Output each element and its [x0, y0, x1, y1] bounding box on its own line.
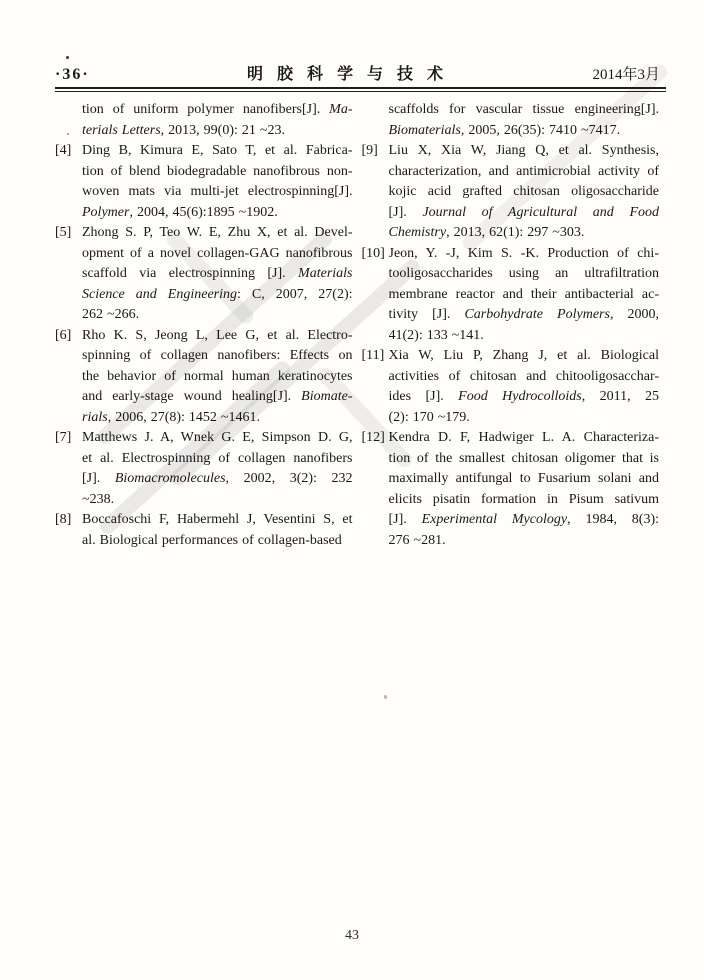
- reference-text-segment: membrane reactor and their antibacterial ac-: [388, 286, 659, 302]
- references-left-column: [55, 100, 353, 551]
- reference-line: [82, 141, 353, 162]
- reference-line: [82, 326, 353, 347]
- reference-text-segment: Rho K. S, Jeong L, Lee G, et al. Electro-: [82, 327, 353, 343]
- reference-text-segment: Kendra D. F, Hadwiger L. A. Characteriza-: [388, 430, 659, 445]
- reference-line: [389, 449, 660, 470]
- reference-line: [389, 387, 660, 408]
- reference-entry: [55, 326, 353, 429]
- reference-line: [82, 285, 353, 306]
- reference-text-segment: kojic acid grafted chitosan oligosaccharide: [388, 184, 659, 199]
- reference-text-segment: Biomacromolecules: [114, 471, 226, 486]
- reference-line: [82, 264, 353, 285]
- reference-text-segment: and early-stage wound healing[J].: [82, 389, 302, 404]
- reference-entry: [362, 100, 660, 141]
- reference-line: [82, 510, 353, 531]
- reference-line: [82, 346, 353, 367]
- reference-text-segment: Polymer: [82, 204, 130, 220]
- reference-text-segment: , 2000,: [609, 307, 659, 322]
- reference-text-segment: Materials: [298, 266, 353, 281]
- reference-line: [389, 408, 660, 429]
- reference-text-segment: [J].: [82, 471, 115, 486]
- reference-text-segment: al. Biological performances of collagen-based: [82, 532, 342, 548]
- reference-text-segment: , 2006, 27(8): 1452 ~1461.: [107, 409, 260, 425]
- reference-entry: [55, 510, 353, 551]
- reference-text-segment: , 1984, 8(3):: [567, 512, 659, 527]
- reference-text-segment: maximally antifungal to Fusarium solani and: [388, 471, 659, 486]
- reference-number: [11]: [361, 348, 385, 363]
- reference-text-segment: Matthews J. A, Wnek G. E, Simpson D. G,: [82, 430, 353, 445]
- page-footer: [0, 928, 704, 944]
- reference-entry: [55, 100, 353, 141]
- reference-text-segment: Ding B, Kimura E, Sato T, et al. Fabrica-: [82, 143, 353, 158]
- reference-line: [82, 531, 353, 552]
- reference-line: [82, 203, 353, 224]
- journal-title: 明 胶 科 学 与 技 术: [246, 66, 448, 83]
- reference-line: [82, 244, 353, 265]
- reference-entry: [362, 428, 660, 551]
- reference-text-segment: 262 ~266.: [82, 307, 140, 322]
- reference-text-segment: , 2011, 25: [581, 389, 659, 404]
- reference-text-segment: Science and Engineering: [82, 286, 237, 302]
- reference-line: [389, 531, 660, 552]
- reference-line: [389, 510, 660, 531]
- reference-text-segment: woven mats via multi-jet electrospinning[J].: [82, 184, 353, 199]
- reference-line: [82, 408, 353, 429]
- reference-line: [389, 326, 660, 347]
- reference-line: [82, 305, 353, 326]
- reference-line: [389, 141, 660, 162]
- reference-text-segment: , 2013, 99(0): 21 ~23.: [160, 122, 285, 138]
- reference-text-segment: ~238.: [82, 491, 115, 507]
- reference-line: [389, 305, 660, 326]
- ink-speck: [66, 56, 69, 59]
- reference-line: [389, 264, 660, 285]
- reference-entry: [362, 346, 660, 428]
- footer-page-number: 43: [345, 928, 359, 943]
- reference-line: [389, 285, 660, 306]
- reference-entry: [55, 428, 353, 510]
- reference-line: [389, 367, 660, 388]
- reference-number: [6]: [55, 327, 72, 343]
- reference-number: [10]: [361, 245, 385, 261]
- reference-line: [389, 346, 660, 367]
- reference-line: [389, 203, 660, 224]
- reference-line: [389, 121, 660, 142]
- reference-text-segment: : C, 2007, 27(2):: [237, 286, 353, 302]
- reference-text-segment: ides [J].: [388, 389, 459, 404]
- reference-text-segment: , 2004, 45(6):1895 ~1902.: [129, 204, 278, 220]
- reference-text-segment: characterization, and antimicrobial activity of: [388, 163, 659, 179]
- reference-line: [82, 100, 353, 121]
- reference-text-segment: 276 ~281.: [388, 532, 446, 548]
- reference-text-segment: Jeon, Y. -J, Kim S. -K. Production of chi-: [388, 245, 659, 261]
- reference-text-segment: 41(2): 133 ~141.: [388, 327, 484, 343]
- reference-text-segment: terials Letters: [82, 122, 161, 138]
- reference-line: [82, 367, 353, 388]
- reference-text-segment: (2): 170 ~179.: [388, 409, 470, 425]
- reference-text-segment: Chemistry: [388, 225, 447, 240]
- reference-line: [389, 162, 660, 183]
- reference-number: [12]: [361, 430, 385, 445]
- reference-text-segment: tion of the smallest chitosan oligomer that is: [388, 450, 659, 466]
- reference-text-segment: , 2013, 62(1): 297 ~303.: [446, 225, 585, 240]
- reference-line: [389, 244, 660, 265]
- reference-text-segment: Zhong S. P, Teo W. E, Zhu X, et al. Devel-: [82, 225, 353, 240]
- reference-line: [389, 100, 660, 121]
- reference-text-segment: opment of a novel collagen-GAG nanofibrous: [82, 245, 353, 261]
- reference-line: [82, 182, 353, 203]
- header-page-number: ·36·: [55, 66, 90, 83]
- reference-text-segment: Journal of Agricultural and Food: [422, 204, 659, 220]
- reference-text-segment: elicits pisatin formation in Pisum sativum: [388, 491, 659, 507]
- reference-line: [389, 469, 660, 490]
- reference-text-segment: spinning of collagen nanofibers: Effects on: [82, 348, 353, 363]
- reference-line: [389, 223, 660, 244]
- reference-entry: [55, 223, 353, 326]
- issue-date: 2014年3月: [592, 67, 660, 83]
- reference-text-segment: , 2002, 3(2): 232: [225, 471, 353, 486]
- ink-speck: [67, 133, 69, 135]
- reference-number: [9]: [361, 143, 378, 158]
- reference-text-segment: Ma-: [329, 102, 353, 117]
- reference-text-segment: tion of blend biodegradable nanofibrous non-: [82, 163, 353, 179]
- reference-line: [82, 490, 353, 511]
- reference-line: [82, 449, 353, 470]
- reference-text-segment: [J].: [388, 204, 423, 220]
- references-section: [55, 100, 659, 551]
- reference-text-segment: scaffold via electrospinning [J].: [82, 266, 299, 281]
- reference-text-segment: [J].: [388, 512, 422, 527]
- reference-line: [82, 162, 353, 183]
- reference-number: [8]: [55, 512, 72, 527]
- reference-text-segment: rials: [82, 409, 108, 425]
- reference-text-segment: Biomate-: [301, 389, 353, 404]
- reference-line: [82, 469, 353, 490]
- reference-line: [82, 121, 353, 142]
- reference-line: [389, 428, 660, 449]
- reference-text-segment: Xia W, Liu P, Zhang J, et al. Biological: [388, 348, 659, 363]
- reference-text-segment: Biomaterials: [388, 122, 461, 138]
- reference-text-segment: activities of chitosan and chitooligosacchar-: [388, 368, 659, 384]
- reference-text-segment: et al. Electrospinning of collagen nanofibers: [82, 450, 353, 466]
- reference-entry: [362, 141, 660, 244]
- references-right-column: [362, 100, 660, 551]
- reference-line: [82, 223, 353, 244]
- reference-text-segment: tivity [J].: [388, 307, 465, 322]
- reference-entry: [55, 141, 353, 223]
- reference-line: [82, 387, 353, 408]
- reference-text-segment: the behavior of normal human keratinocytes: [82, 368, 353, 384]
- page-header: [55, 61, 660, 84]
- reference-line: [82, 428, 353, 449]
- reference-text-segment: Experimental Mycology: [421, 512, 568, 527]
- reference-text-segment: tion of uniform polymer nanofibers[J].: [82, 102, 330, 117]
- reference-text-segment: , 2005, 26(35): 7410 ~7417.: [460, 122, 621, 138]
- reference-text-segment: tooligosaccharides using an ultrafiltration: [388, 266, 659, 281]
- reference-entry: [362, 244, 660, 347]
- reference-number: [5]: [55, 225, 72, 240]
- reference-text-segment: Food Hydrocolloids: [458, 389, 582, 404]
- reference-line: [389, 490, 660, 511]
- header-rule: [55, 87, 666, 92]
- reference-text-segment: Carbohydrate Polymers: [464, 307, 610, 322]
- reference-text-segment: scaffolds for vascular tissue engineering[J].: [388, 102, 659, 117]
- reference-text-segment: Liu X, Xia W, Jiang Q, et al. Synthesis,: [388, 143, 659, 158]
- reference-text-segment: Boccafoschi F, Habermehl J, Vesentini S, et: [82, 512, 353, 527]
- reference-number: [4]: [55, 143, 72, 158]
- ink-speck: [384, 695, 387, 699]
- reference-line: [389, 182, 660, 203]
- reference-number: [7]: [55, 430, 72, 445]
